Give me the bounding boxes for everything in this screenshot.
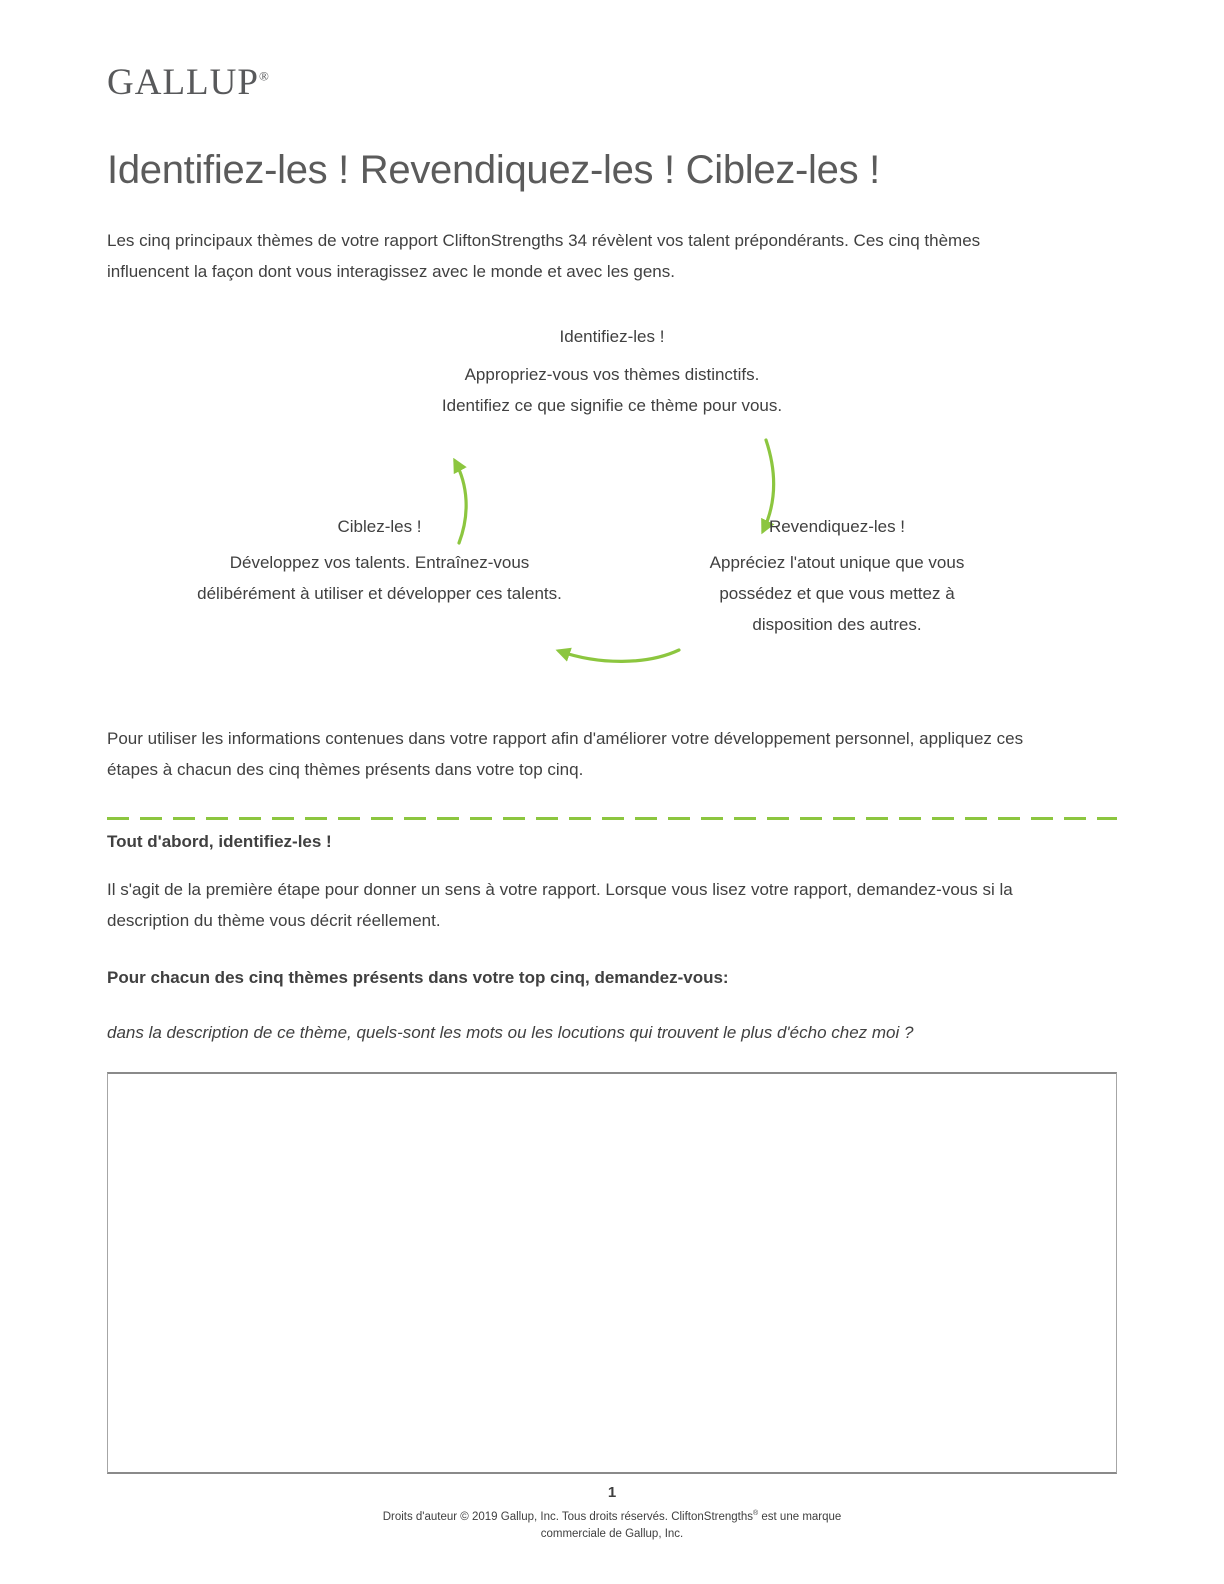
cycle-diagram — [107, 311, 1117, 701]
diagram-left-description: Développez vos talents. Entraînez-vous délibérément à utiliser et développer ces talents. — [197, 553, 562, 603]
apply-steps-paragraph: Pour utiliser les informations contenues dans votre rapport afin d'améliorer votre développement personnel, appliquez ces étapes à chacun des cinq thèmes présents dans votre top cinq. — [107, 729, 1024, 779]
copyright-notice — [360, 1505, 865, 1543]
intro-paragraph: Les cinq principaux thèmes de votre rapport CliftonStrengths 34 révèlent vos talent prépondérants. Ces cinq thèmes influencent la façon dont vous interagissez avec le monde et avec les gens. — [107, 231, 981, 281]
page-footer — [0, 1484, 1224, 1543]
arrow-bottom-leftward-icon — [559, 650, 679, 661]
diagram-left-label: Ciblez-les ! — [337, 517, 422, 536]
section-heading: Tout d'abord, identifiez-les ! — [107, 832, 332, 851]
copyright-text-post: est une marque commerciale de Gallup, Inc. — [540, 1510, 842, 1540]
prompt-bold: Pour chacun des cinq thèmes présents dans votre top cinq, demandez-vous: — [107, 968, 729, 987]
gallup-logo — [107, 64, 1117, 101]
page-title: Identifiez-les ! Revendiquez-les ! Ciblez-les ! — [107, 148, 880, 192]
page-number: 1 — [607, 1484, 617, 1501]
registered-trademark-icon: ® — [258, 68, 269, 84]
dashed-divider — [107, 817, 1117, 820]
diagram-right-label: Revendiquez-les ! — [768, 517, 906, 536]
section-body-paragraph: Il s'agit de la première étape pour donner un sens à votre rapport. Lorsque vous lisez votre rapport, demandez-vous si la description du thème vous décrit réellement. — [107, 880, 1013, 930]
gallup-logo-text: GALLUP — [107, 62, 259, 103]
copyright-text-pre: Droits d'auteur © 2019 Gallup, Inc. Tous droits réservés. CliftonStrengths — [382, 1510, 754, 1523]
diagram-top-label: Identifiez-les ! — [559, 327, 665, 346]
prompt-italic: dans la description de ce thème, quels-sont les mots ou les locutions qui trouvent le plus d'écho chez moi ? — [107, 1023, 914, 1042]
diagram-right-description: Appréciez l'atout unique que vous possédez et que vous mettez à disposition des autres. — [709, 553, 965, 634]
diagram-top-description: Appropriez-vous vos thèmes distinctifs. Identifiez ce que signifie ce thème pour vous. — [441, 365, 783, 415]
registered-trademark-icon: ® — [753, 1510, 759, 1517]
answer-box[interactable] — [107, 1072, 1117, 1474]
